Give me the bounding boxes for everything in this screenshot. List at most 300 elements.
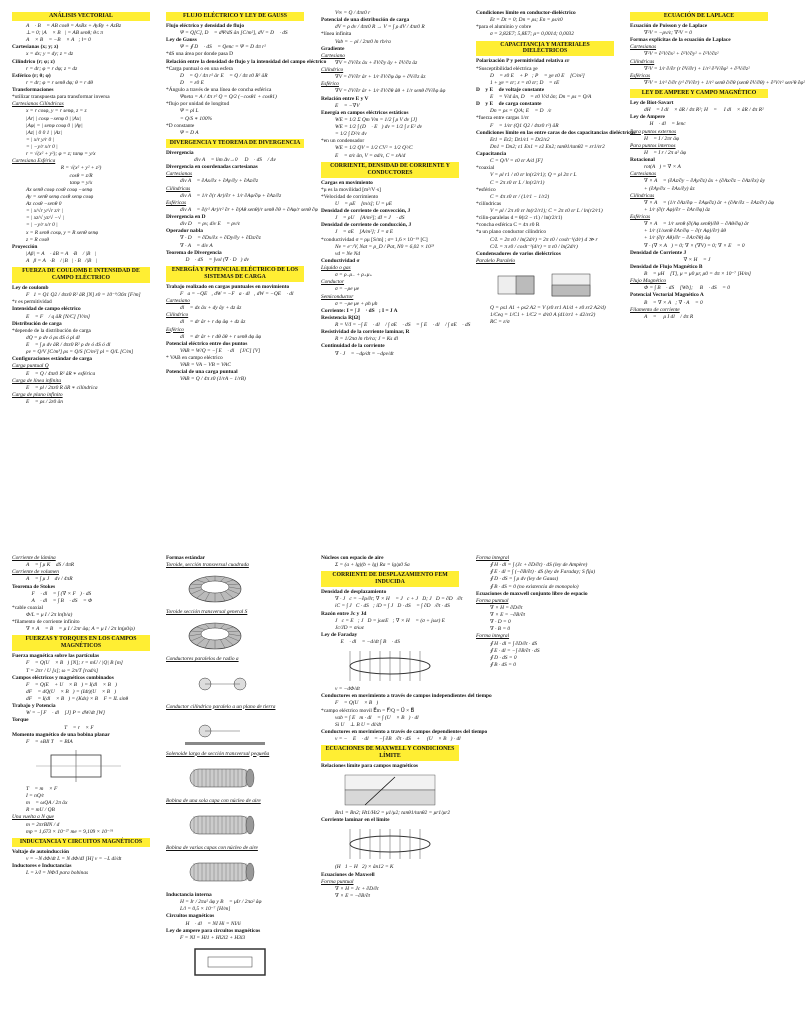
formula-line: U⃗ = μE⃗ [m/s]; U = μE: [335, 200, 393, 207]
topic-heading: Torque: [12, 717, 29, 724]
topic-heading: Distribución de carga: [12, 320, 62, 327]
formula-line: r = dr; φ = r senθ dφ; θ = r dθ: [26, 79, 93, 86]
topic-heading: Potencial de una distribución de carga: [321, 17, 410, 24]
formula-line: ∮ D · dS = ∫ ρ dv (ley de Gauss): [490, 576, 559, 583]
formula-line: R = √(x² + y² + z²): [60, 165, 102, 172]
topic-heading: Condiciones límite en las entre caras de dos capacitancias dieléctricas: [476, 129, 636, 136]
formula-line: Ne = e⁻/V, Nat = ρ_D / Pat, N0 = 6,02 × 10²³: [335, 243, 435, 250]
formula-line: F⃗a = −QE⃗, dW = −F⃗a · dl⃗, dW = −QE⃗ · dl⃗: [180, 290, 298, 297]
formula-line: Ψ = ∮ D⃗ · dS⃗ = Qenc = Ψ = D 4π r²: [180, 44, 266, 51]
note-line: *utilizar transpuesta para transformar inversa: [12, 94, 110, 101]
formula-line: F⃗ = ±BIl T⃗ = BIA: [26, 738, 73, 745]
formula-line: E⃗ = σ/ε ân, V = σd/ε, C = εA/d: [335, 152, 406, 159]
magnetic-circuit-figure: [180, 945, 290, 979]
upper-column-3: [321, 10, 475, 540]
topic-heading: Operador nabla: [166, 228, 203, 235]
formula-line: F⃗ = Q(E⃗ + U⃗ × B⃗) = I(dl⃗ × B⃗): [26, 681, 117, 688]
lower-column-1: [12, 555, 150, 1024]
formula-line: r = dr; φ = r dφ; z = dz: [26, 65, 78, 72]
subtopic-label: Esféricas: [630, 72, 651, 79]
coil-multi-figure: [180, 855, 290, 889]
formula-line: C = 4π ε0 εr / (1/r1 − 1/r2): [490, 193, 550, 200]
formula-line: J⃗c = E⃗; J⃗D = jωεE⃗; ∇ × H⃗ = (σ + jωε) E⃗: [335, 617, 450, 624]
subtopic-label: Forma puntual: [476, 597, 509, 604]
topic-heading: Divergencia: [166, 149, 194, 156]
formula-line: σ = ρ₋μ₋ + ρ₊μ₊: [335, 272, 373, 279]
section-heading: ENERGÍA Y POTENCIAL ELÉCTRICO DE LOS SISTEMAS DE CARGA: [166, 266, 304, 282]
formula-line: A⃗β = A⃗·B⃗ / |B⃗| · B⃗/|B⃗|: [26, 258, 97, 265]
formula-line: Ay = senθ senφ cosθ senφ cosφ: [26, 193, 94, 200]
topic-heading: Potencial eléctrico entre dos puntos: [166, 340, 248, 347]
topic-heading: Corriente laminar en el límite: [321, 817, 390, 824]
formula-line: = | x/r y/r 0 |: [26, 136, 55, 143]
section-heading: ANÁLISIS VECTORIAL: [12, 12, 150, 21]
topic-heading: Núcleos con espacio de aire: [321, 555, 384, 561]
topic-heading: Fuerza magnética sobre las partículas: [12, 653, 100, 660]
note-line: *línea infinita: [321, 31, 352, 38]
formula-line: L/l = 0,5 × 10⁻⁷ [H/m]: [180, 906, 231, 913]
formula-line: ∇ × H = ∂D/∂t: [490, 604, 523, 611]
topic-heading: Densidad de corriente de conducción, J: [321, 222, 412, 229]
topic-heading: Esférico (r; θ; φ): [12, 72, 51, 79]
subtopic-label: Para puntos internos: [630, 142, 676, 149]
subtopic-label: Cilíndrico: [321, 67, 344, 73]
topic-heading: Ley de coulomb: [12, 285, 49, 292]
formula-line: 1 + χe = εr; ε = ε0 εr; D⃗ = εE⃗: [490, 79, 564, 86]
section-heading: INDUCTANCIA Y CIRCUITOS MAGNÉTICOS: [12, 838, 150, 847]
formula-line: ∇ × E = −∂B/∂t: [335, 892, 370, 899]
subtopic-label: Paralelo Paralelo: [476, 257, 516, 264]
formula-line: ∇ · J⃗ = −dρ/dt = −dρv/dt: [335, 350, 394, 357]
formula-line: ∮ B · dS = 0 (no existencia de monopolo): [490, 583, 579, 590]
topic-heading: Transformaciones: [12, 87, 54, 94]
formula-line: |Aβ| = A⃗ · âB = A⃗·B⃗ / |B⃗|: [26, 250, 96, 257]
note-line: *Carga puntual o en una esfera: [166, 65, 233, 72]
formula-line: dl⃗ = dr âr + r dφ âφ + dz âz: [180, 319, 246, 326]
upper-column-2: [166, 10, 327, 540]
subtopic-label: Conductores paralelos de radio a: [166, 656, 239, 663]
section-heading: CORRIENTE DE DESPLAZAMIENTO FEM INDUCIDA: [321, 571, 459, 587]
topic-heading: Teorema de Divergencia: [166, 249, 222, 256]
formula-line: V∞ = Q / 4πε0 r: [335, 10, 371, 16]
formula-line: ∮ D · dS = 0: [490, 654, 517, 661]
formula-line: F = NI = Hl1 + Hl2l2 + H3l3: [180, 934, 246, 941]
section-heading: LEY DE AMPERE Y CAMPO MAGNÉTICO: [630, 89, 768, 98]
formula-line: m = 2πrBIN / d: [26, 821, 60, 828]
formula-line: ∇ × H = Jc + ∂D/∂t: [335, 885, 379, 892]
subtopic-label: Esféricas: [166, 199, 187, 206]
formula-line: Φ/L = μ I / 2π ln(b/a): [26, 612, 73, 618]
subtopic-label: Forma integral: [476, 555, 510, 561]
formula-line: dV = ρ dv / 4πε0 R → V = ∫ ρ dV / 4πε0 R: [335, 24, 425, 31]
topic-heading: Trabajo y Potencia: [12, 703, 56, 710]
section-heading: FUERZA DE COULOMB E INTENSIDAD DE CAMPO ELÉCTRICO: [12, 267, 150, 283]
note-line: *filamento de corriente infinito: [12, 619, 80, 626]
topic-heading: Ley de ampere para circuitos magnéticos: [166, 927, 261, 934]
formula-line: Bn1 = Bn2; Ht1/Ht2 = μ1/μ2; tanθ1/tanθ2 = μr1/μr2: [335, 810, 451, 817]
upper-column-1: [12, 10, 150, 540]
note-line: *Ángulo a través de una línea de concha esférica: [166, 87, 272, 94]
formula-line: H⃗ = I r / 2π a² âφ: [644, 149, 686, 156]
formula-line: Ψneta = A / 4π r² Q = Q/2 (−cosθ1 + cosθ1): [180, 94, 277, 101]
formula-line: v = −N dΦ/dt L = N dΦ/dI [H] v = −L di/dt: [26, 855, 122, 862]
formula-line: A⃗ = ∫ μ K⃗ dS / 4πR: [26, 562, 75, 569]
formula-line: T⃗ = m⃗ × F⃗: [26, 785, 62, 792]
formula-line: Dn1 = Dn2; ε1 En1 = ε2 En2; tanθ1/tanθ2 = εr1/εr2: [490, 143, 605, 150]
section-heading: DIVERGENCIA Y TEOREMA DE DIVERGENCIA: [166, 139, 304, 148]
formula-line: VAB = Q / 4π ε0 (1/rA − 1/rB): [180, 376, 246, 383]
formula-line: D⃗ = ε0 E⃗: [180, 79, 209, 86]
topic-heading: Relación entre E y V: [321, 95, 369, 102]
formula-line: ∇²V = ∂²V/∂x² + ∂²V/∂y² + ∂²V/∂z²: [644, 51, 719, 58]
formula-line: Si U⃗ ⊥ B U = dl/dt: [335, 721, 382, 728]
formula-line: RC = ε/σ: [490, 319, 510, 326]
note-line: *para el aluminio y cobre: [476, 24, 532, 31]
formula-line: E⃗ = −∇V: [335, 102, 360, 109]
formula-line: ∇ × A⃗ = (1/r ∂Az/∂φ − ∂Aφ/∂z) âr + (∂Ar/∂z − ∂Az/∂r) âφ: [644, 199, 774, 206]
formula-line: ∇ · B = 0: [490, 626, 511, 633]
topic-heading: Cartesianas (x; y; z): [12, 44, 59, 51]
formula-line: Jc/JD = σ/ωε: [335, 624, 364, 631]
formula-line: ∇ × A⃗ = B⃗ = μ I / 2πr âφ; A = μ I / 2π ln(ρ0/ρ): [26, 626, 135, 633]
solenoid-figure: [180, 761, 290, 795]
topic-heading: Densidad de desplazamiento: [321, 589, 387, 596]
subtopic-label: Flujo Magnético: [630, 278, 667, 285]
formula-line: C = Q/V = ε0 εr A/d [F]: [490, 158, 543, 165]
upper-column-4: [476, 10, 636, 540]
upper-column-5: [630, 10, 805, 540]
formula-line: C/L = π ε0 / cosh⁻¹(d/r) = π ε0 / ln(2d/r): [490, 243, 578, 250]
topic-heading: Ley de Ampere: [630, 114, 665, 121]
topic-heading: Condensadores de varios dieléctricos: [476, 250, 561, 257]
topic-heading: Formas estándar: [166, 555, 206, 561]
formula-line: ∇²V = −ρv/ε; ∇²V = 0: [644, 30, 692, 37]
sheet-current-figure: [335, 827, 445, 861]
formula-line: m⃗ = ωQA / 2π âx: [26, 800, 68, 807]
formula-line: E⃗ = F⃗ / q âR [N/C] [V/m]: [26, 313, 90, 320]
formula-line: ∇²V = 1/r ∂/∂r (r ∂V/∂r) + 1/r² ∂²V/∂φ² + ∂²V/∂z²: [644, 65, 750, 72]
faraday-loop-figure: [335, 649, 445, 683]
topic-heading: Densidad de Flujo Magnético B: [630, 263, 703, 270]
note-line: *cable coaxial: [12, 604, 43, 611]
section-heading: ECUACIÓN DE LAPLACE: [630, 12, 768, 21]
topic-heading: Ley de Gauss: [166, 37, 197, 44]
formula-line: ∮ E · dl = ∫ (−∂B/∂t) · dS (ley de Faraday; S fija): [490, 569, 596, 576]
formula-line: dl⃗ = dx âx + dy ây + dz âz: [180, 305, 242, 312]
formula-line: D⃗ = Q / 4π r² âr E⃗ = Q / 4π ε0 R² âR: [180, 72, 268, 79]
topic-heading: D⃗ y E⃗ de voltaje constante: [476, 86, 545, 93]
topic-heading: Divergencia en D⃗: [166, 214, 210, 221]
toroid-square-figure: [180, 572, 290, 606]
formula-line: H⃗ = I / 2πr âφ: [644, 135, 679, 142]
formula-line: ∇ · D⃗ = ∂Dx/∂x + ∂Dy/∂y + ∂Dz/∂z: [180, 235, 261, 242]
lower-column-3: [321, 555, 492, 1024]
formula-line: E⃗ = ρl / 2πε0 R âR ∗ cilíndrica: [26, 384, 98, 391]
formula-line: = Q/S ∗ 100%: [180, 115, 213, 122]
topic-heading: Corriente: I = ∫ J⃗ · dS⃗; I = J A: [321, 307, 398, 314]
subtopic-label: Forma puntual: [321, 878, 354, 885]
formula-line: E⃗ = ρs / 2ε0 ân: [26, 399, 63, 406]
topic-heading: Intensidad de campo eléctrico: [12, 306, 81, 313]
formula-line: V = ρl r1 / ε0 εr ln(r2/r1); Q = ρl 2π r L: [490, 172, 577, 179]
note-line: *flujo por unidad de longitud: [166, 101, 230, 108]
formula-line: E⃗ = Q / 4πε0 R² âR ∗ esférica: [26, 370, 96, 377]
formula-line: ∇ · J⃗c = −∂ρ/∂t; ∇ × H⃗ = J⃗c + J⃗D; J⃗D = ∂D⃗/∂t: [335, 596, 463, 603]
topic-heading: Continuidad de la corriente: [321, 343, 385, 350]
subtopic-label: Conductor: [321, 279, 345, 286]
subtopic-label: Para puntos externos: [630, 128, 677, 135]
topic-heading: Ecuaciones de maxwell conjunto libre de espacio: [476, 590, 588, 597]
topic-heading: Divergencia en coordenadas cartesianas: [166, 164, 258, 171]
note-line: * VAB en campo eléctrico: [166, 355, 223, 362]
note-line: *Velocidad de corrimiento: [321, 193, 379, 200]
toroid-general-figure: [180, 619, 290, 653]
formula-line: Az cosθ −senθ 0: [26, 201, 62, 208]
lower-column-2: [166, 555, 304, 1024]
topic-heading: Densidad de Corriente J: [630, 249, 687, 256]
formula-line: ∮ D⃗ · dS⃗ = ∫vol (∇ · D⃗) dv: [180, 256, 249, 263]
formula-line: Ψ = ρl L: [180, 108, 199, 115]
note-line: *dS una área por donde pasa D: [166, 51, 234, 58]
topic-heading: Momento magnético de una bobina planar: [12, 731, 110, 738]
formula-line: tanφ = y/x: [69, 179, 93, 186]
formula-line: vab = ∫ E⃗m · dl⃗ = ∫ (U⃗ × B⃗) · dl⃗: [335, 714, 423, 721]
formula-line: div A⃗ = ∂Ax/∂x + ∂Ay/∂y + ∂Az/∂z: [180, 178, 259, 185]
formula-line: WE = 1/2 Σ Qm Vm = 1/2 ∫ ρ V dv [J]: [335, 116, 418, 123]
topic-heading: Inductancia interna: [166, 892, 212, 898]
formula-line: σ = −ρe μe + ρh μh: [335, 300, 378, 307]
subtopic-label: Corriente de volumen: [12, 569, 60, 576]
formula-line: VAB = VA − VB = VAC: [180, 362, 231, 369]
formula-line: Q = ρs1 A1 + ρs2 A2 = V (ε0 εr1 A1/d + ε0 εr2 A2/d): [490, 305, 606, 312]
parallel-conductors-figure: [180, 667, 290, 701]
formula-line: B⃗ = μH⃗ [T], μ = μ0 μr, μ0 = 4π × 10⁻⁷ [H/m]: [644, 271, 751, 278]
subtopic-label: Cartesianas: [166, 171, 193, 178]
topic-heading: Resistencia R[Ω]: [321, 314, 360, 321]
topic-heading: Conductividad σ: [321, 257, 360, 264]
formula-line: ∮ E⃗ · dl⃗ = −d/dt ∫ B⃗ · dS⃗: [335, 639, 405, 646]
formula-line: B⃗ = ∇ × A⃗; ∇ · A⃗ = 0: [644, 299, 703, 306]
formula-line: ∇ × A⃗ = 1/r senθ (∂(Aφ senθ)/∂θ − ∂Aθ/∂φ) âr: [644, 221, 749, 228]
formula-line: ∮ F⃗ · dl⃗ = ∫ (∇ × F⃗) · dS⃗: [26, 590, 96, 597]
topic-heading: Relación entre la densidad de flujo y la intensidad del campo eléctrico: [166, 58, 327, 65]
formula-line: H = Ir / 2πa² âφ y B⃗ = μIr / 2πa² âφ: [180, 899, 262, 906]
note-line: *a un plano conductor cilíndrico: [476, 229, 547, 236]
formula-line: E⃗ = ∫ ρ dv âR / 4πε0 R² ρ dv ó dS ó dl: [26, 342, 111, 349]
formula-line: ∮ H⃗ · dl⃗ = NI Hi = NI/li: [180, 920, 241, 927]
formula-line: (H⃗1 − H⃗2) × ân12 = K⃗: [335, 864, 398, 871]
formula-line: F⃗ = Q(U⃗ × B⃗): [335, 700, 379, 707]
note-line: *fuerza entre cargas 1/εr: [476, 115, 529, 122]
formula-line: ∮ A⃗ · dl⃗ = ∫ B⃗ · dS⃗ = Φ: [26, 597, 93, 604]
formula-line: z = R cosθ: [26, 236, 49, 243]
subtopic-label: Carga de línea infinita: [12, 377, 62, 384]
section-heading: ECUACIONES DE MAXWELL Y CONDICIONES LÍMITE: [321, 745, 459, 761]
formula-line: + 1/r (1/senθ ∂Ar/∂φ − ∂(r Aφ)/∂r) âθ: [644, 228, 726, 235]
formula-line: r = √(x² + y²); φ = z; tanφ = y/x: [26, 151, 96, 158]
formula-line: R = V/I = −∫ E⃗ · dl⃗ / ∫ σE⃗ · dS⃗ = ∫ E⃗ · dl⃗ / ∫ σE⃗ · dS⃗: [335, 322, 475, 329]
topic-heading: Relaciones límite para campos magnéticos: [321, 763, 419, 770]
formula-line: ∇V = ∂V/∂r âr + 1/r ∂V/∂θ âθ + 1/r senθ ∂V/∂φ âφ: [335, 88, 446, 95]
formula-line: C/L = 2π ε0 / ln(2d/r) = 2π ε0 / cosh⁻¹(d/r) d ≫ r: [490, 236, 598, 243]
formula-line: D⃗ = ε0 E⃗ + P⃗; P⃗ = χe ε0 E⃗ [C/m²]: [490, 72, 585, 79]
formula-line: C = 2π ε0 εr L / ln(r2/r1): [490, 179, 545, 186]
topic-heading: Capacitancia: [476, 151, 507, 158]
topic-heading: Cilíndrico (r; φ; z): [12, 58, 55, 65]
formula-line: ∇ · (∇ × A⃗) = 0; ∇ × (∇V) = 0; ∇ × E⃗ = 0: [644, 242, 745, 249]
topic-heading: Razón entre Jc y Jd: [321, 610, 367, 617]
note-line: *concha esférica C = 4π ε0 R: [476, 222, 540, 229]
topic-heading: Conductores en movimiento a través de campos independientes del tiempo: [321, 693, 492, 700]
formula-line: T⃗ = r⃗ × F⃗: [64, 724, 98, 731]
formula-line: + 1/r (∂(r Aθ)/∂r − ∂Ar/∂θ) âφ: [644, 235, 711, 242]
formula-line: F⃗1 = Q1 Q2 / 4πε0 R² âR [N] ε0 = 10⁻⁹/36π [F/m]: [26, 292, 141, 299]
formula-line: Dn = ρs = Q/A; E⃗ = D⃗/ε: [490, 108, 552, 115]
formula-line: ∇V = ∂V/∂r âr + 1/r ∂V/∂φ âφ + ∂V/∂z âz: [335, 74, 426, 81]
formula-line: div D⃗ = ρv, div E⃗ = ρv/ε: [180, 221, 240, 228]
formula-line: R = mU / QB: [26, 807, 55, 814]
formula-line: div A⃗ = ∂(r² Ar)/r² ∂r + ∂(Aθ senθ)/r senθ ∂θ + ∂Aφ/r senθ ∂φ: [180, 206, 318, 213]
formula-line: F⃗ = Q(U⃗ × B⃗) [N]; r = mU / |Q| B [m]: [26, 660, 123, 667]
topic-heading: Teorema de Stokes: [12, 583, 56, 590]
subtopic-label: Bobina de varias capas con núcleo de aire: [166, 844, 258, 851]
cylinder-ground-figure: [180, 714, 290, 748]
topic-heading: Ecuaciones de Maxwell: [321, 871, 375, 878]
note-line: *coaxial: [476, 165, 495, 172]
subtopic-label: Cartesianas: [630, 171, 657, 178]
formula-line: Ax senθ cosφ cosθ cosφ −senφ: [26, 186, 93, 193]
topic-heading: Formas explícitas de la ecuación de Laplace: [630, 37, 731, 44]
planar-coil-figure: [26, 749, 136, 783]
formula-line: ρv = Q/V [C/m³] ρs = Q/S [C/m²] ρl = Q/L [C/m]: [26, 349, 134, 356]
formula-line: Vab = − ρl / 2πε0 ln rb/ra: [335, 38, 391, 45]
topic-heading: D⃗ y E⃗ de carga constante: [476, 101, 542, 108]
topic-heading: Cargas en movimiento: [321, 179, 373, 186]
formula-line: Ψ = D A: [180, 129, 199, 136]
formula-line: dQ = ρ dv ó ρs dS ó ρl dl: [26, 334, 80, 341]
topic-heading: Potencial Vectorial Magnético A: [630, 292, 704, 299]
formula-line: A⃗ = ∫ μ J⃗ dv / 4πR: [26, 576, 73, 583]
subtopic-label: Esféricas: [630, 214, 651, 221]
note-line: *conductividad σ = ρμ [S/m] ; σ= 1,6 × 10⁻¹⁹ [C]: [321, 236, 428, 243]
note-line: *ε es permitividad: [12, 299, 52, 306]
note-line: *D constante: [166, 122, 195, 129]
formula-line: L = λ/I = NΦ/I para bobinas: [26, 870, 89, 877]
formula-line: iC = ∫ J⃗C · dS⃗; iD = ∫ J⃗D · dS⃗ = ∫ ∂D⃗/∂t · dS⃗: [335, 603, 455, 610]
formula-line: ∇ × A⃗ = (∂Az/∂y − ∂Ay/∂z) âx + (∂Ax/∂z − ∂Az/∂x) ây: [644, 178, 766, 185]
formula-line: cosθ = z/R: [69, 172, 93, 179]
formula-line: dF⃗ = dQ(U⃗ × B⃗) = (Idt)(U⃗ × B⃗): [26, 688, 117, 695]
note-line: *depende de la distribución de carga: [12, 327, 91, 334]
formula-line: 1/Ceq = 1/C1 + 1/C2 = d/ε0 A (d1/εr1 + d2/εr2): [490, 312, 596, 319]
formula-line: x = r cosφ, y = r senφ, z = z: [26, 108, 87, 115]
subtopic-label: Cilíndricas: [166, 185, 191, 192]
formula-line: Ψ = Q[C], D⃗ = dΨ/dS ân [C/m²], dV = D⃗ · dS⃗: [180, 30, 292, 37]
formula-line: dF⃗ = I(dl⃗ × B⃗) = (Kds) × B⃗ F = IL sinθ: [26, 696, 129, 703]
note-line: *cilin-paralelas d = θ(r2 − r1) / ln(r2/r1): [476, 215, 563, 222]
subtopic-label: Toroide, sección transversal cuadrada: [166, 562, 249, 569]
subtopic-label: Bobina de una sola capa con núcleo de aire: [166, 797, 261, 804]
formula-line: Et1 = Et2; Dt1/ε1 = Dt2/ε2: [490, 136, 550, 143]
lower-column-4: [476, 555, 614, 1024]
formula-line: |Az| | 0 0 1 | |Az|: [26, 129, 62, 136]
formula-line: W = −∫ F⃗ · dl⃗ [J] P = dW/dt [W]: [26, 710, 105, 717]
subtopic-label: Carga puntual Q: [12, 363, 49, 370]
subtopic-label: Cartesiana Esférica: [12, 158, 56, 165]
note-line: *Susceptibilidad eléctrica χe: [476, 65, 538, 72]
subtopic-label: Solenoide largo de sección transversal pequeña: [166, 750, 270, 757]
topic-heading: Rotacional: [630, 157, 655, 164]
topic-heading: Campos eléctricos y magnéticos combinados: [12, 674, 114, 681]
formula-line: σ = 3,82E7; 5,8E7; μ= 0,0014; 0,0032: [490, 31, 574, 38]
note-line: *cilíndricas: [476, 200, 502, 207]
formula-line: V = ρl / 2π ε0 εr ln(r2/r1); C = 2π ε0 εr L / ln(r2/r1): [490, 208, 603, 215]
dielectric-slabs-figure: [490, 268, 600, 302]
note-line: *en un condensador: [321, 138, 365, 145]
lower-half: [0, 555, 768, 1024]
formula-line: = | xz/√ yz/√ −√ |: [26, 215, 64, 222]
formula-line: vd = Ne Nd: [335, 250, 361, 257]
formula-line: I = nQ/t: [26, 793, 44, 800]
coil-single-figure: [180, 808, 290, 842]
subtopic-label: Corriente de lámina: [12, 555, 56, 561]
subtopic-label: Cartesianas Cilíndricas: [12, 101, 64, 108]
formula-line: ∇ · D = 0: [490, 619, 511, 626]
subtopic-label: Cartesiano: [166, 298, 190, 305]
topic-heading: Potencial de una carga puntual: [166, 369, 238, 376]
note-line: *esférico: [476, 186, 496, 193]
formula-line: |Aφ| = | senφ cosφ 0 | |Ay|: [26, 122, 83, 129]
section-heading: FUERZAS Y TORQUES EN LOS CAMPOS MAGNÉTICOS: [12, 635, 150, 651]
formula-line: ∮ H · dl = ∫ ∂D/∂t · dS: [490, 640, 538, 647]
formula-line: mp = 1,673 × 10⁻²⁷ me = 9,109 × 10⁻³¹: [26, 828, 114, 835]
formula-line: x = R senθ cosφ, y = R senθ senφ: [26, 229, 99, 236]
formula-line: dl⃗ = dr âr + r dθ âθ + r senθ dφ âφ: [180, 333, 262, 340]
formula-line: VAB = W/Q = −∫ E⃗ · dl⃗ [J/C] [V]: [180, 347, 261, 354]
topic-heading: Voltaje de autoinducción: [12, 848, 70, 855]
upper-half: [0, 10, 805, 540]
formula-line: ∮ E · dl = −∫ ∂B/∂t · dS: [490, 647, 540, 654]
formula-line: x = dx; y = dy; z = dz: [26, 51, 74, 58]
formula-line: Φ = ∫ B⃗ · dS⃗ [Wb]; ∮ B⃗ · dS⃗ = 0: [644, 285, 730, 292]
section-heading: FLUJO ELÉCTRICO Y LEY DE GAUSS: [166, 12, 304, 21]
topic-heading: Ecuación de Poisson y de Laplace: [630, 22, 708, 29]
subtopic-label: Cilíndrico: [166, 312, 189, 319]
formula-line: ⊥= 0; |A⃗ × B⃗| = AB senθ; θ≤ π: [26, 30, 103, 37]
formula-line: = | x/√r y/√r z/r |: [26, 208, 63, 215]
subtopic-label: Cilíndricas: [630, 192, 655, 199]
section-heading: CORRIENTE, DENSIDAD DE CORRIENTE Y CONDUCTORES: [321, 162, 459, 178]
formula-line: σ = −ρe μe: [335, 286, 360, 293]
topic-heading: Circuitos magnéticos: [166, 913, 215, 920]
topic-heading: Densidad de corriente de convección, J: [321, 208, 411, 215]
topic-heading: Conductores en movimiento a través de campos dependientes del tiempo: [321, 728, 488, 735]
topic-heading: Condiciones límite en conductor-dieléctrico: [476, 10, 576, 16]
subtopic-label: Forma integral: [476, 633, 510, 640]
subtopic-label: Una vuelta a N que: [12, 814, 54, 821]
formula-line: rot(A⃗) = ∇ × A⃗: [644, 164, 685, 171]
formula-line: = 1/2 ∫ D²/ε dv: [335, 131, 367, 138]
topic-heading: Energía en campos eléctricos estáticos: [321, 109, 409, 116]
formula-line: J⃗ = ρU⃗ [A/m²]; dI = J⃗ · dS⃗: [335, 215, 409, 222]
topic-heading: Ley de Biot-Savart: [630, 100, 674, 107]
formula-line: E⃗ = V/d ân, D⃗ = ε0 V/d ân; Dn = ρs = Q/A: [490, 94, 592, 101]
formula-line: WE = 1/2 ∫ (D⃗ · E⃗) dv = 1/2 ∫ ε E² dv: [335, 124, 423, 130]
formula-line: WE = 1/2 QV = 1/2 CV² = 1/2 Q²/C: [335, 145, 413, 152]
subtopic-label: Semiconductor: [321, 293, 354, 300]
formula-line: + (∂Ay/∂x − ∂Ax/∂y) âz: [644, 185, 695, 192]
formula-line: ∇²V = 1/r² ∂/∂r (r² ∂V/∂r) + 1/r² senθ ∂/∂θ (senθ ∂V/∂θ) + ∂²V/r² sen²θ ∂φ²: [644, 79, 805, 86]
